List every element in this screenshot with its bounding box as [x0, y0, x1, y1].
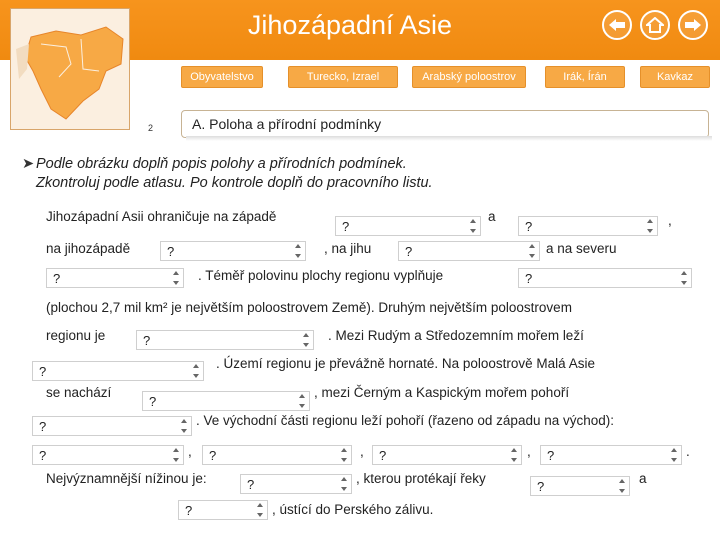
answer-dropdown[interactable]: ?: [202, 445, 352, 465]
text-t16: ,: [360, 444, 364, 459]
answer-dropdown[interactable]: ?: [160, 241, 306, 261]
tab-irak-iran[interactable]: Irák, Írán: [545, 66, 625, 88]
text-t18: .: [686, 444, 690, 459]
answer-dropdown[interactable]: ?: [32, 361, 204, 381]
instruction-line-2: Zkontroluj podle atlasu. Po kontrole doplň do pracovního listu.: [36, 175, 433, 191]
text-t9: regionu je: [46, 328, 106, 343]
forward-button[interactable]: [678, 10, 708, 40]
answer-dropdown[interactable]: ?: [540, 445, 682, 465]
text-t11: . Území regionu je převážně hornaté. Na poloostrově Malá Asie: [216, 356, 595, 371]
text-t8: (plochou 2,7 mil km² je největším poloostrovem Země). Druhým největším poloostrovem: [46, 300, 572, 315]
section-shadow: [186, 136, 712, 141]
text-t13: , mezi Černým a Kaspickým mořem pohoří: [314, 385, 570, 400]
text-t20: , kterou protékají řeky: [356, 471, 486, 486]
text-t19: Nejvýznamnější nížinou je:: [46, 471, 207, 486]
text-t21: a: [639, 471, 647, 486]
map-number: 2: [148, 123, 154, 133]
text-t22: , ústící do Perského zálivu.: [272, 502, 434, 517]
home-button[interactable]: [640, 10, 670, 40]
answer-dropdown[interactable]: ?: [32, 416, 192, 436]
answer-dropdown[interactable]: ?: [46, 268, 184, 288]
text-t4: na jihozápadě: [46, 241, 131, 256]
page-title: Jihozápadní Asie: [247, 10, 453, 40]
tab-arabsky-poloostrov[interactable]: Arabský poloostrov: [412, 66, 526, 88]
answer-dropdown[interactable]: ?: [372, 445, 522, 465]
text-t6: a na severu: [546, 241, 617, 256]
text-t10: . Mezi Rudým a Středozemním mořem leží: [328, 328, 584, 343]
answer-dropdown[interactable]: ?: [142, 391, 310, 411]
arrow-bullet-icon: ➤: [22, 156, 35, 172]
text-t14: . Ve východní části regionu leží pohoří (řazeno od západu na východ):: [196, 413, 615, 428]
answer-dropdown[interactable]: ?: [530, 476, 630, 496]
text-t7: . Téměř polovinu plochy regionu vyplňuje: [198, 268, 444, 283]
text-t12: se nachází: [46, 385, 112, 400]
answer-dropdown[interactable]: ?: [136, 330, 314, 350]
text-t15: ,: [188, 444, 192, 459]
arrow-left-icon: [608, 18, 626, 32]
answer-dropdown[interactable]: ?: [240, 474, 352, 494]
answer-dropdown[interactable]: ?: [518, 268, 692, 288]
answer-dropdown[interactable]: ?: [32, 445, 184, 465]
answer-dropdown[interactable]: ?: [398, 241, 540, 261]
text-t1: Jihozápadní Asii ohraničuje na západě: [46, 209, 277, 224]
tab-obyvatelstvo[interactable]: Obyvatelstvo: [181, 66, 263, 88]
region-map-icon: [10, 8, 130, 130]
back-button[interactable]: [602, 10, 632, 40]
tab-turecko-izrael[interactable]: Turecko, Izrael: [288, 66, 398, 88]
home-icon: [646, 17, 664, 33]
instruction-text: [22, 155, 676, 193]
arrow-right-icon: [684, 18, 702, 32]
answer-dropdown[interactable]: ?: [335, 216, 481, 236]
text-t2: a: [488, 209, 496, 224]
tab-kavkaz[interactable]: Kavkaz: [640, 66, 710, 88]
text-t17: ,: [527, 444, 531, 459]
answer-dropdown[interactable]: ?: [178, 500, 268, 520]
answer-dropdown[interactable]: ?: [518, 216, 658, 236]
text-t3: ,: [668, 213, 672, 228]
section-title: A. Poloha a přírodní podmínky: [181, 110, 709, 138]
instruction-line-1: Podle obrázku doplň popis polohy a přírodních podmínek.: [36, 156, 407, 172]
text-t5: , na jihu: [324, 241, 372, 256]
